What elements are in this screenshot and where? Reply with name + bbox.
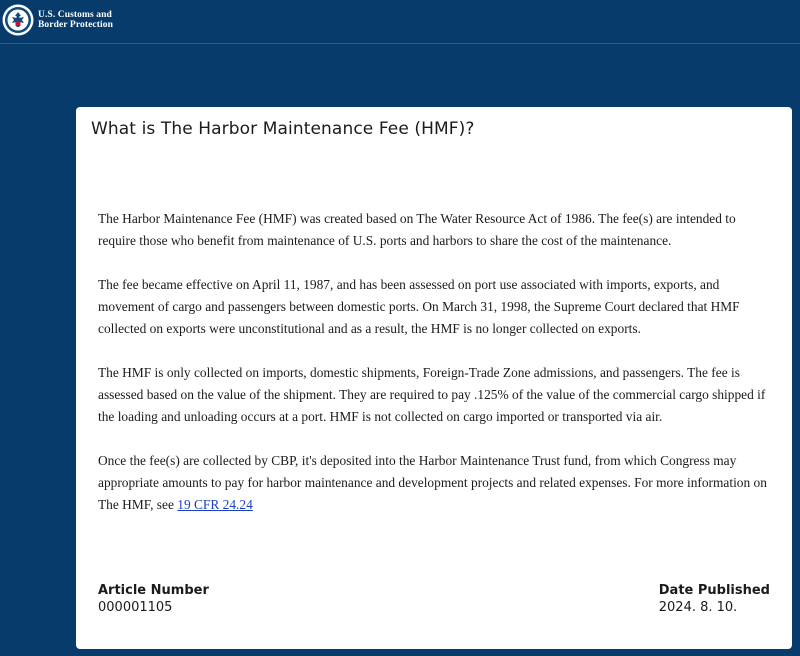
logo-line-1: U.S. Customs and bbox=[38, 10, 112, 20]
date-published-value: 2024. 8. 10. bbox=[658, 600, 738, 615]
date-published-label: Date Published bbox=[658, 583, 770, 598]
article-title: What is The Harbor Maintenance Fee (HMF)? bbox=[91, 119, 475, 139]
article-number-value: 000001105 bbox=[98, 600, 173, 615]
cbp-logo-link[interactable] bbox=[2, 4, 113, 36]
article-body bbox=[98, 208, 768, 538]
logo-line-2: Border Protection bbox=[38, 20, 113, 30]
article-card bbox=[76, 107, 792, 649]
article-number-label: Article Number bbox=[98, 583, 209, 598]
cfr-link[interactable]: 19 CFR 24.24 bbox=[177, 497, 253, 512]
article-paragraph: The Harbor Maintenance Fee (HMF) was created based on The Water Resource Act of 1986. The fee(s) are intended to require those who benefit from maintenance of U.S. ports and harbors to share the cost of the maintenance. bbox=[98, 211, 736, 248]
article-paragraph bbox=[98, 450, 768, 516]
article-paragraph: The fee became effective on April 11, 1987, and has been assessed on port use associated with imports, exports, and movement of cargo and passengers between domestic ports. On March 31, 1998, the Supreme Court declared that HMF collected on exports were unconstitutional and as a result, the HMF is no longer collected on exports. bbox=[98, 277, 740, 336]
dhs-seal-icon bbox=[2, 4, 34, 36]
article-number bbox=[98, 583, 209, 615]
article-paragraph: The HMF is only collected on imports, domestic shipments, Foreign-Trade Zone admissions, and passengers. The fee is assessed based on the value of the shipment. They are required to pay .125% of the value of the commercial cargo shipped if the loading and unloading occurs at a port. HMF is not collected on cargo imported or transported via air. bbox=[98, 365, 766, 424]
date-published bbox=[659, 583, 770, 615]
paragraph-text: Once the fee(s) are collected by CBP, it's deposited into the Harbor Maintenance Trust fund, from which Congress may appropriate amounts to pay for harbor maintenance and development projects and related expenses. For more information on The HMF, see bbox=[98, 453, 767, 512]
site-header bbox=[0, 0, 800, 44]
logo-text bbox=[38, 10, 113, 30]
